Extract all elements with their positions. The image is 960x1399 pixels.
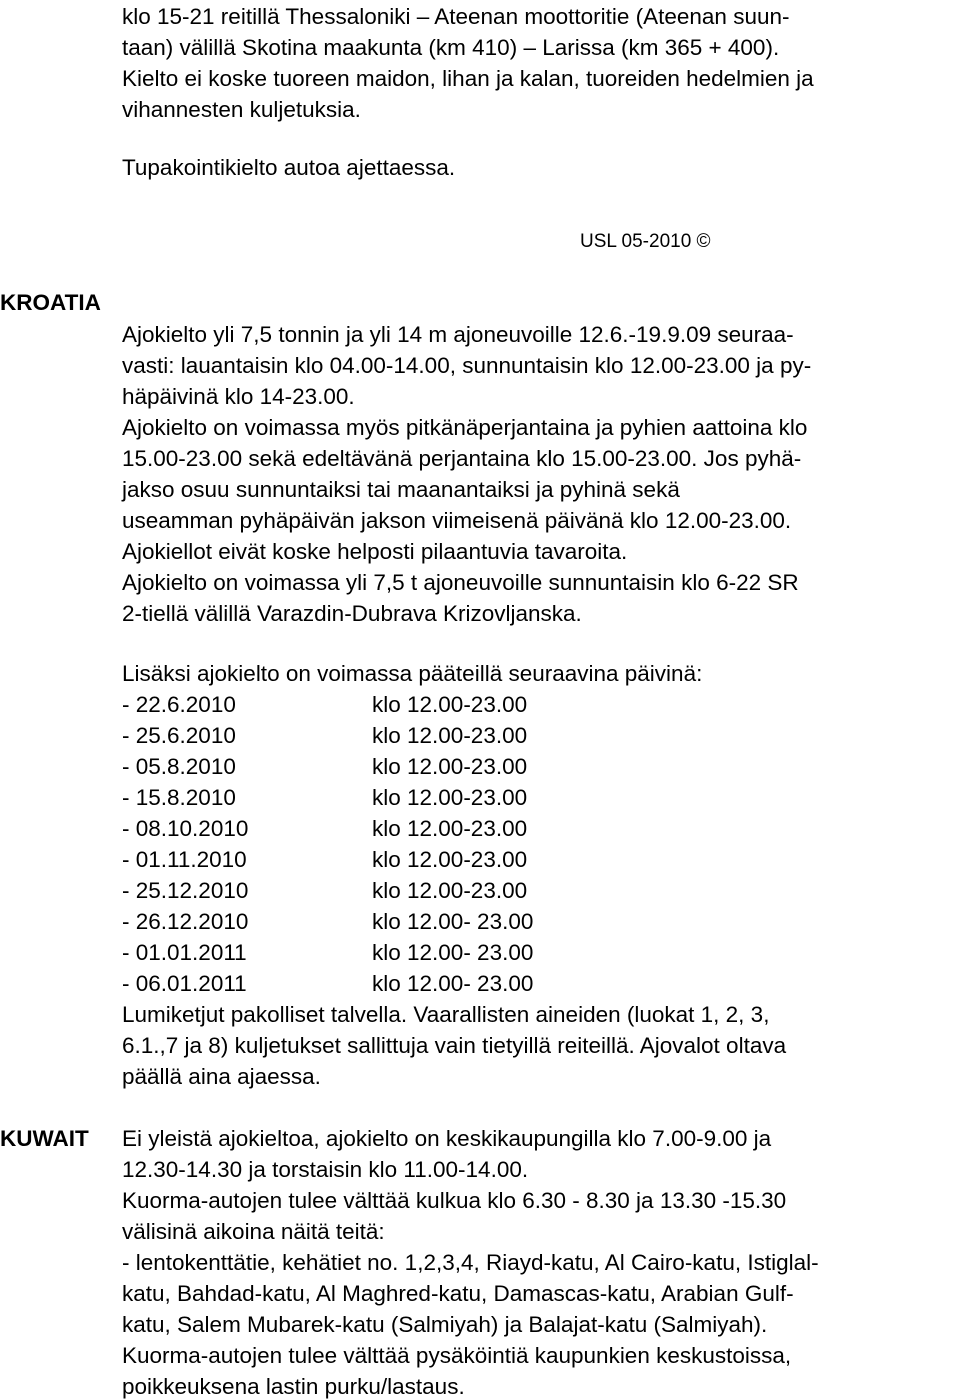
time-value: klo 12.00-23.00 xyxy=(372,878,528,903)
kuwait-line: katu, Salem Mubarek-katu (Salmiyah) ja Balajat-katu (Salmiyah). xyxy=(122,1312,768,1337)
date-value: - 06.01.2011 xyxy=(122,971,247,996)
intro-line: vihannesten kuljetuksia. xyxy=(122,97,361,122)
date-value: - 22.6.2010 xyxy=(122,692,236,717)
kuwait-line: 12.30-14.30 ja torstaisin klo 11.00-14.00. xyxy=(122,1157,529,1182)
kroatia-line: 2-tiellä välillä Varazdin-Dubrava Krizovljanska. xyxy=(122,601,582,626)
date-value: - 08.10.2010 xyxy=(122,816,249,841)
kroatia-line: Ajokielto on voimassa myös pitkänäperjantaina ja pyhien aattoina klo xyxy=(122,415,808,440)
kroatia-after-line: Lumiketjut pakolliset talvella. Vaarallisten aineiden (luokat 1, 2, 3, xyxy=(122,1002,770,1027)
kuwait-line: Ei yleistä ajokieltoa, ajokielto on keskikaupungilla klo 7.00-9.00 ja xyxy=(122,1126,772,1151)
date-value: - 25.12.2010 xyxy=(122,878,249,903)
time-value: klo 12.00-23.00 xyxy=(372,723,528,748)
date-value: - 01.01.2011 xyxy=(122,940,247,965)
kroatia-line: Ajokielto on voimassa yli 7,5 t ajoneuvoille sunnuntaisin klo 6-22 SR xyxy=(122,570,799,595)
time-value: klo 12.00-23.00 xyxy=(372,816,528,841)
kroatia-line: Ajokielto yli 7,5 tonnin ja yli 14 m ajoneuvoille 12.6.-19.9.09 seuraa- xyxy=(122,322,794,347)
kuwait-line: katu, Bahdad-katu, Al Maghred-katu, Damascas-katu, Arabian Gulf- xyxy=(122,1281,794,1306)
kroatia-extra-intro: Lisäksi ajokielto on voimassa pääteillä seuraavina päivinä: xyxy=(122,661,703,686)
kroatia-line: häpäivinä klo 14-23.00. xyxy=(122,384,355,409)
kuwait-line: välisinä aikoina näitä teitä: xyxy=(122,1219,385,1244)
document-reference: USL 05-2010 © xyxy=(580,231,711,252)
date-value: - 01.11.2010 xyxy=(122,847,247,872)
date-value: - 05.8.2010 xyxy=(122,754,236,779)
intro-line: taan) välillä Skotina maakunta (km 410) – Larissa (km 365 + 400). xyxy=(122,35,780,60)
section-heading-kuwait: KUWAIT xyxy=(0,1126,89,1151)
time-value: klo 12.00- 23.00 xyxy=(372,909,534,934)
kroatia-line: 15.00-23.00 sekä edeltävänä perjantaina klo 15.00-23.00. Jos pyhä- xyxy=(122,446,802,471)
kuwait-line: poikkeuksena lastin purku/lastaus. xyxy=(122,1374,465,1399)
date-value: - 15.8.2010 xyxy=(122,785,236,810)
time-value: klo 12.00-23.00 xyxy=(372,754,528,779)
kroatia-line: jakso osuu sunnuntaiksi tai maanantaiksi ja pyhinä sekä xyxy=(122,477,680,502)
kuwait-line: Kuorma-autojen tulee välttää pysäköintiä kaupunkien keskustoissa, xyxy=(122,1343,792,1368)
time-value: klo 12.00- 23.00 xyxy=(372,940,534,965)
intro-line: klo 15-21 reitillä Thessaloniki – Ateenan moottoritie (Ateenan suun- xyxy=(122,4,790,29)
kroatia-line: useamman pyhäpäivän jakson viimeisenä päivänä klo 12.00-23.00. xyxy=(122,508,792,533)
kroatia-after-line: 6.1.,7 ja 8) kuljetukset sallittuja vain tietyillä reiteillä. Ajovalot oltava xyxy=(122,1033,787,1058)
date-value: - 26.12.2010 xyxy=(122,909,249,934)
time-value: klo 12.00-23.00 xyxy=(372,785,528,810)
kroatia-line: Ajokiellot eivät koske helposti pilaantuvia tavaroita. xyxy=(122,539,628,564)
kroatia-after-line: päällä aina ajaessa. xyxy=(122,1064,321,1089)
intro-line: Kielto ei koske tuoreen maidon, lihan ja kalan, tuoreiden hedelmien ja xyxy=(122,66,814,91)
time-value: klo 12.00-23.00 xyxy=(372,692,528,717)
time-value: klo 12.00-23.00 xyxy=(372,847,528,872)
kroatia-line: vasti: lauantaisin klo 04.00-14.00, sunnuntaisin klo 12.00-23.00 ja py- xyxy=(122,353,812,378)
time-value: klo 12.00- 23.00 xyxy=(372,971,534,996)
kuwait-line: - lentokenttätie, kehätiet no. 1,2,3,4, Riayd-katu, Al Cairo-katu, Istiglal- xyxy=(122,1250,819,1275)
section-heading-kroatia: KROATIA xyxy=(0,290,101,315)
date-value: - 25.6.2010 xyxy=(122,723,236,748)
smoking-ban-line: Tupakointikielto autoa ajettaessa. xyxy=(122,155,456,180)
kuwait-line: Kuorma-autojen tulee välttää kulkua klo 6.30 - 8.30 ja 13.30 -15.30 xyxy=(122,1188,787,1213)
